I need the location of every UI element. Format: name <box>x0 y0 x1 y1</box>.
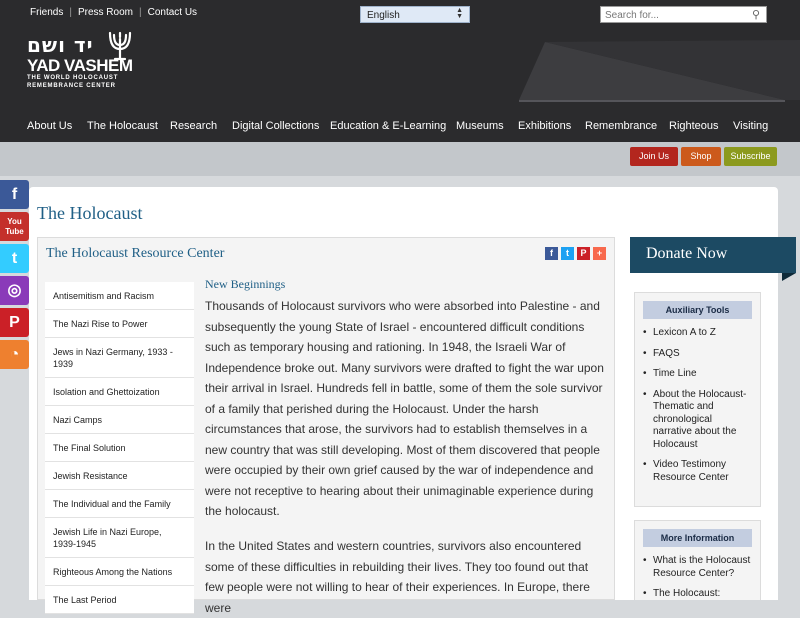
more-link[interactable]: • The Holocaust: <box>643 588 752 601</box>
friends-link[interactable]: Friends <box>30 7 64 18</box>
join-us-button[interactable]: Join Us <box>630 147 678 166</box>
nav-exhibitions[interactable]: Exhibitions <box>518 120 572 132</box>
menu-item[interactable]: Righteous Among the Nations <box>45 558 194 586</box>
press-room-link[interactable]: Press Room <box>77 7 133 18</box>
topic-menu <box>45 282 194 614</box>
aux-link[interactable]: • Video Testimony Resource Center <box>643 459 752 484</box>
nav-digital-collections[interactable]: Digital Collections <box>232 120 320 132</box>
logo-tagline-2: REMEMBRANCE CENTER <box>27 83 116 89</box>
decorative-header-graphic <box>515 40 800 110</box>
main-nav <box>0 120 800 136</box>
auxiliary-tools-box <box>634 292 761 507</box>
subscribe-button[interactable]: Subscribe <box>724 147 777 166</box>
aux-link[interactable]: • Lexicon A to Z <box>643 327 752 340</box>
article-paragraph: Thousands of Holocaust survivors who were absorbed into Palestine - and subsequently the young State of Israel - encountered difficult conditions such as temporary housing and rationing. In 1948, the Israeli War of Independence broke out. Many survivors were drafted to fight the war upon their arrival in Israel. Hundreds fell in battle, some of them the sole survivor of a family that perished during the Holocaust. Under the harsh circumstances that arose, the survivors had to establish themselves in a new country that was still developing. Most of them discovered that people were occupied by their own grief caused by the war of independence and were not receptive to hearing about their unimaginable experience during the holocaust. <box>205 299 604 518</box>
article-paragraph: In the United States and western countries, survivors also encountered some of these difficulties in rebuilding their lives. They too found out that few people were not willing to hear of their experiences. In Europe, there were <box>205 539 590 615</box>
divider: | <box>69 7 72 18</box>
search-placeholder: Search for... <box>605 10 659 21</box>
more-information-heading: More Information <box>643 529 752 547</box>
language-selected: English <box>367 10 400 21</box>
page-title: The Holocaust <box>37 203 143 223</box>
aux-link[interactable]: • About the Holocaust- Thematic and chronological narrative about the Holocaust <box>643 389 752 452</box>
menu-item[interactable]: Nazi Camps <box>45 406 194 434</box>
select-arrows-icon: ▲ ▼ <box>456 7 463 20</box>
more-link[interactable]: • What is the Holocaust Resource Center? <box>643 555 752 580</box>
aux-link[interactable]: • Time Line <box>643 368 752 381</box>
site-logo[interactable] <box>27 33 133 90</box>
menu-item[interactable]: Jews in Nazi Germany, 1933 - 1939 <box>45 338 194 378</box>
nav-visiting[interactable]: Visiting <box>733 120 769 132</box>
search-input[interactable] <box>600 6 767 23</box>
menu-item[interactable]: Isolation and Ghettoization <box>45 378 194 406</box>
menu-item[interactable]: The Last Period <box>45 586 194 614</box>
menu-item[interactable]: The Nazi Rise to Power <box>45 310 194 338</box>
utility-links <box>30 7 197 18</box>
facebook-icon[interactable]: f <box>0 180 29 209</box>
menu-item[interactable]: Jewish Life in Nazi Europe, 1939-1945 <box>45 518 194 558</box>
logo-hebrew: יד ושם <box>27 33 94 57</box>
aux-link[interactable]: • FAQS <box>643 348 752 361</box>
action-bar <box>0 142 800 176</box>
auxiliary-tools-heading: Auxiliary Tools <box>643 301 752 319</box>
menu-item[interactable]: The Individual and the Family <box>45 490 194 518</box>
ribbon-fold <box>782 273 796 281</box>
contact-us-link[interactable]: Contact Us <box>147 7 198 18</box>
menu-item[interactable]: Antisemitism and Racism <box>45 282 194 310</box>
social-strip <box>0 180 29 372</box>
nav-remembrance[interactable]: Remembrance <box>585 120 658 132</box>
twitter-icon[interactable]: t <box>0 244 29 273</box>
menu-item[interactable]: Jewish Resistance <box>45 462 194 490</box>
pinterest-share-icon[interactable]: P <box>577 247 590 260</box>
nav-the-holocaust[interactable]: The Holocaust <box>87 120 158 132</box>
logo-tagline-1: THE WORLD HOLOCAUST <box>27 75 119 81</box>
search-icon[interactable]: ⚲ <box>751 9 760 21</box>
twitter-share-icon[interactable]: t <box>561 247 574 260</box>
rss-icon[interactable]: ◔ <box>0 340 29 369</box>
shop-button[interactable]: Shop <box>681 147 721 166</box>
divider: | <box>138 7 142 18</box>
section-title[interactable]: The Holocaust Resource Center <box>46 246 225 261</box>
youtube-icon[interactable]: You Tube <box>0 212 29 241</box>
more-information-box <box>634 520 761 600</box>
logo-name: YAD VASHEM <box>27 56 133 75</box>
nav-museums[interactable]: Museums <box>456 120 504 132</box>
nav-about-us[interactable]: About Us <box>27 120 73 132</box>
menorah-icon <box>107 31 133 61</box>
nav-research[interactable]: Research <box>170 120 218 132</box>
pinterest-icon[interactable]: P <box>0 308 29 337</box>
language-select[interactable] <box>360 6 470 23</box>
addthis-share-icon[interactable]: + <box>593 247 606 260</box>
donate-now-button[interactable]: Donate Now <box>630 237 796 273</box>
facebook-share-icon[interactable]: f <box>545 247 558 260</box>
nav-righteous[interactable]: Righteous <box>669 120 719 132</box>
site-header <box>0 0 800 142</box>
instagram-icon[interactable]: ◎ <box>0 276 29 305</box>
article-heading: New Beginnings <box>205 277 286 291</box>
nav-education[interactable]: Education & E-Learning <box>330 120 447 132</box>
menu-item[interactable]: The Final Solution <box>45 434 194 462</box>
